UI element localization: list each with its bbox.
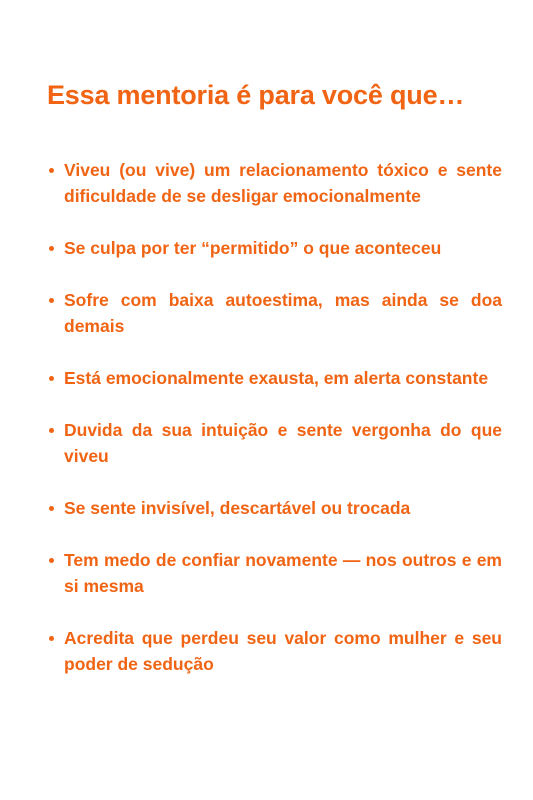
list-item (47, 625, 502, 677)
page-title: Essa mentoria é para você que… (47, 80, 465, 110)
list-item-text: Duvida da sua intuição e sente vergonha do que viveu (64, 420, 502, 466)
bullet-icon (49, 636, 54, 641)
list-item (47, 157, 502, 209)
list-item-text: Se sente invisível, descartável ou trocada (64, 498, 411, 518)
list-item (47, 235, 502, 261)
bullet-icon (49, 168, 54, 173)
list-item-text: Está emocionalmente exausta, em alerta constante (64, 368, 489, 388)
list-item-text: Se culpa por ter “permitido” o que aconteceu (64, 238, 442, 258)
bullet-icon (49, 246, 54, 251)
list-item-text: Acredita que perdeu seu valor como mulher e seu poder de sedução (64, 628, 502, 674)
list-item-text: Viveu (ou vive) um relacionamento tóxico e sente dificuldade de se desligar emocionalmente (64, 160, 502, 206)
bullet-icon (49, 428, 54, 433)
list-item (47, 547, 502, 599)
bullet-icon (49, 376, 54, 381)
bullet-icon (49, 558, 54, 563)
bullet-icon (49, 506, 54, 511)
bullet-icon (49, 298, 54, 303)
list-item-text: Sofre com baixa autoestima, mas ainda se doa demais (64, 290, 502, 336)
audience-list (47, 157, 502, 703)
list-item (47, 287, 502, 339)
list-item (47, 495, 502, 521)
list-item-text: Tem medo de confiar novamente — nos outros e em si mesma (64, 550, 502, 596)
list-item (47, 417, 502, 469)
list-item (47, 365, 502, 391)
